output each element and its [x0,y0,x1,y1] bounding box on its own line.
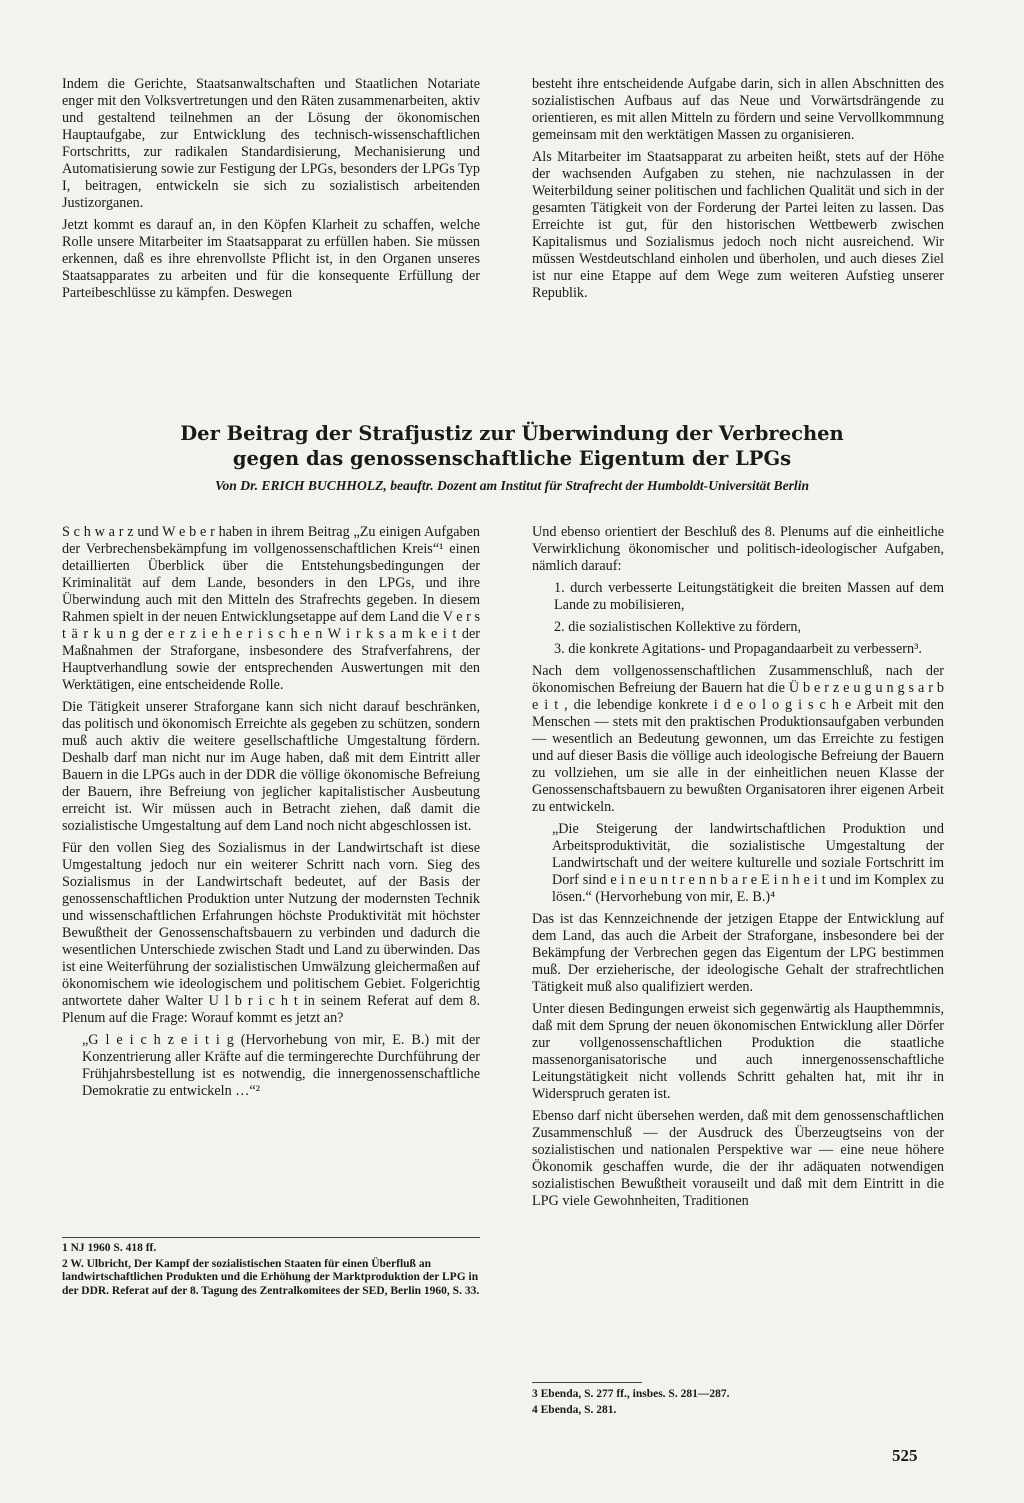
paragraph: Die Tätigkeit unserer Straforgane kann sich nicht darauf beschränken, das politisch und ökonomisch Erreichte als gegeben zu schützen, sondern muß auch aktiv die weitere gesellschaftliche Umgestaltung fördern. Deshalb darf man nicht nur im Auge haben, daß mit dem Eintritt aller Bauern in die LPGs auch in der DDR die völlige ökonomische Befreiung der Bauern, ihre Befreiung von jeglicher kapitalistischer Ausbeutung erreicht ist. Wir müssen auch in Betracht ziehen, daß damit die sozialistische Umgestaltung auf dem Land noch nicht abgeschlossen ist. [62,699,480,834]
paragraph: Jetzt kommt es darauf an, in den Köpfen Klarheit zu schaffen, welche Rolle unsere Mitarbeiter im Staatsapparat zu erfüllen haben. Sie müssen erkennen, daß es ihre ehrenvollste Pflicht ist, in den Organen unseres Staatsapparates zu arbeiten und für die konsequente Erfüllung der Parteibeschlüsse zu kämpfen. Deswegen [62,217,480,301]
paragraph: Und ebenso orientiert der Beschluß des 8. Plenums auf die einheitliche Verwirklichung ökonomischer und politisch-ideologischer Aufgaben, nämlich darauf: [532,524,944,574]
paragraph: S c h w a r z und W e b e r haben in ihrem Beitrag „Zu einigen Aufgaben der Verbrechensbekämpfung im vollgenossenschaftlichen Kreis“¹ einen detaillierten Überblick über die Entstehungsbedingungen der Kriminalität auf dem Lande, besonders in den LPGs, und ihre Überwindung auch mit den Mitteln des Strafrechts gegeben. In diesem Rahmen spielt in der neuen Entwicklungsetappe auf dem Land die V e r s t ä r k u n g der e r z i e h e r i s c h e n W i r k s a m k e i t der Maßnahmen der Straforgane, insbesondere des Strafverfahrens, der Hauptverhandlung sowie der entsprechenden Auswertungen mit den Werktätigen, eine entscheidende Rolle. [62,524,480,693]
top-right-column [532,76,944,307]
footnote: 3 Ebenda, S. 277 ff., insbes. S. 281—287. [532,1388,730,1400]
paragraph: Ebenso darf nicht übersehen werden, daß mit dem genossenschaftlichen Zusammenschluß — der Ausdruck des Überzeugtseins von der sozialistischen und nationalen Perspektive war — eine neue höhere Ökonomik geschaffen wurde, die der ihr adäquaten notwendigen sozialistischen Bewußtheit vorauseilt und daß mit dem Eintritt in die LPG viele Gewohnheiten, Traditionen [532,1108,944,1209]
article-header [60,421,964,495]
page-number: 525 [892,1446,918,1465]
article-title-line-2: gegen das genossenschaftliche Eigentum der LPGs [232,447,792,470]
footnote: 2 W. Ulbricht, Der Kampf der sozialistischen Staaten für einen Überfluß an landwirtschaftlichen Produkten und die Erhöhung der Marktproduktion der LPG in der DDR. Referat auf der 8. Tagung des Zentralkomitees der SED, Berlin 1960, S. 33. [62,1257,480,1297]
paragraph: Unter diesen Bedingungen erweist sich gegenwärtig als Haupthemmnis, daß mit dem Sprung der neuen ökonomischen Entwicklung aller Dörfer zur vollgenossenschaftlichen Produktion die staatliche massenorganisatorische und auch innergenossenschaftliche Leitungstätigkeit nicht vollends Schritt gehalten hat, mit ihr in Widerspruch geraten ist. [532,1001,944,1102]
paragraph: Das ist das Kennzeichnende der jetzigen Etappe der Entwicklung auf dem Land, das auch die Arbeit der Straforgane, insbesondere bei der Bekämpfung der Verbrechen gegen das Eigentum der LPG bestimmen muß. Der erzieherische, der ideologische Gehalt der strafrechtlichen Tätigkeit muß also qualifiziert werden. [532,911,944,995]
paragraph: Für den vollen Sieg des Sozialismus in der Landwirtschaft ist diese Umgestaltung jedoch nur ein weiterer Schritt nach vorn. Sieg des Sozialismus in der Landwirtschaft bedeutet, auf der Basis der genossenschaftlichen Produktion unter Nutzung der modernsten Technik und wissenschaftlichen Erfahrungen höchste Produktivität mit höchster Bewußtheit der Genossenschaftsbauern zu verbinden und dadurch die wesentlichen Unterschiede zwischen Stadt und Land zu überwinden. Das ist eine Weiterführung der sozialistischen Umwälzung gleichermaßen auf ökonomischem wie ideologischem und politischem Gebiet. Folgerichtig antwortete daher Walter U l b r i c h t in seinem Referat auf dem 8. Plenum auf die Frage: Worauf kommt es jetzt an? [62,840,480,1026]
list-item: 2. die sozialistischen Kollektive zu fördern, [554,619,802,635]
footnotes-right [532,1388,944,1419]
article-right-column [532,524,944,1215]
block-quote: „G l e i c h z e i t i g (Hervorhebung von mir, E. B.) mit der Konzentrierung aller Kräfte auf die termingerechte Durchführung der Frühjahrsbestellung ist es notwendig, die innergenossenschaftliche Demokratie zu entwickeln …“² [82,1032,480,1099]
article-left-column [62,524,480,1105]
paragraph: Indem die Gerichte, Staatsanwaltschaften und Staatlichen Notariate enger mit den Volksvertretungen und den Räten zusammenarbeiten, aktiv und gestaltend teilnehmen an der Lösung der ökonomischen Hauptaufgabe, zur Entwicklung des technisch-wissenschaftlichen Fortschritts, zur radikalen Standardisierung, Mechanisierung und Automatisierung sowie zur Festigung der LPGs, besonders der LPGs Typ I, beitragen, entwickeln sie sich zu sozialistisch arbeitenden Justizorganen. [62,76,480,211]
top-left-column [62,76,480,307]
paragraph: besteht ihre entscheidende Aufgabe darin, sich in allen Abschnitten des sozialistischen Aufbaus auf das Neue und Vorwärtsdrängende zu orientieren, es mit allen Mitteln zu fördern und seine Vervollkommnung gemeinsam mit den werktätigen Massen zu organisieren. [532,76,944,143]
paragraph: Nach dem vollgenossenschaftlichen Zusammenschluß, nach der ökonomischen Befreiung der Bauern hat die Ü b e r z e u g u n g s a r b e i t , die lebendige konkrete i d e o l o g i s c h e Arbeit mit den Menschen — stets mit den praktischen Produktionsaufgaben verbunden — wesentlich an Bedeutung gewonnen, um das Erreichte zu festigen und auf dieser Basis die völlige auch ideologische Befreiung der Bauern zu vollziehen, um sie alle in der einheitlichen neuen Klasse der Genossenschaftsbauern zu bewußten Organisatoren ihrer eigenen Arbeit zu entwickeln. [532,663,944,815]
list-item: 3. die konkrete Agitations- und Propagandaarbeit zu verbessern³. [554,641,922,657]
paragraph: Als Mitarbeiter im Staatsapparat zu arbeiten heißt, stets auf der Höhe der wachsenden Aufgaben zu stehen, nie nachzulassen in der Weiterbildung seiner politischen und fachlichen Qualität und sich in der gesamten Tätigkeit von der Forderung der Partei leiten zu lassen. Das Erreichte ist gut, für den historischen Wettbewerb zwischen Kapitalismus und Sozialismus jedoch noch nicht ausreichend. Wir müssen Westdeutschland einholen und überholen, und auch dieses Ziel ist nur eine Etappe auf dem Wege zum weiteren Aufstieg unserer Republik. [532,149,944,301]
article-title-line-1: Der Beitrag der Strafjustiz zur Überwindung der Verbrechen [180,422,844,445]
block-quote: „Die Steigerung der landwirtschaftlichen Produktion und Arbeitsproduktivität, die sozialistische Umgestaltung der Landwirtschaft und der weitere kulturelle und soziale Fortschritt im Dorf sind e i n e u n t r e n n b a r e E i n h e i t und im Komplex zu lösen.“ (Hervorhebung von mir, E. B.)⁴ [552,821,944,905]
list-item: 1. durch verbesserte Leitungstätigkeit die breiten Massen auf dem Lande zu mobilisieren, [554,580,944,613]
article-byline: Von Dr. ERICH BUCHHOLZ, beauftr. Dozent am Institut für Strafrecht der Humboldt-Universität Berlin [214,478,810,493]
footnote-divider [532,1382,642,1383]
footnote: 4 Ebenda, S. 281. [532,1403,617,1416]
footnote: 1 NJ 1960 S. 418 ff. [62,1242,157,1254]
footnotes-left [62,1237,480,1300]
